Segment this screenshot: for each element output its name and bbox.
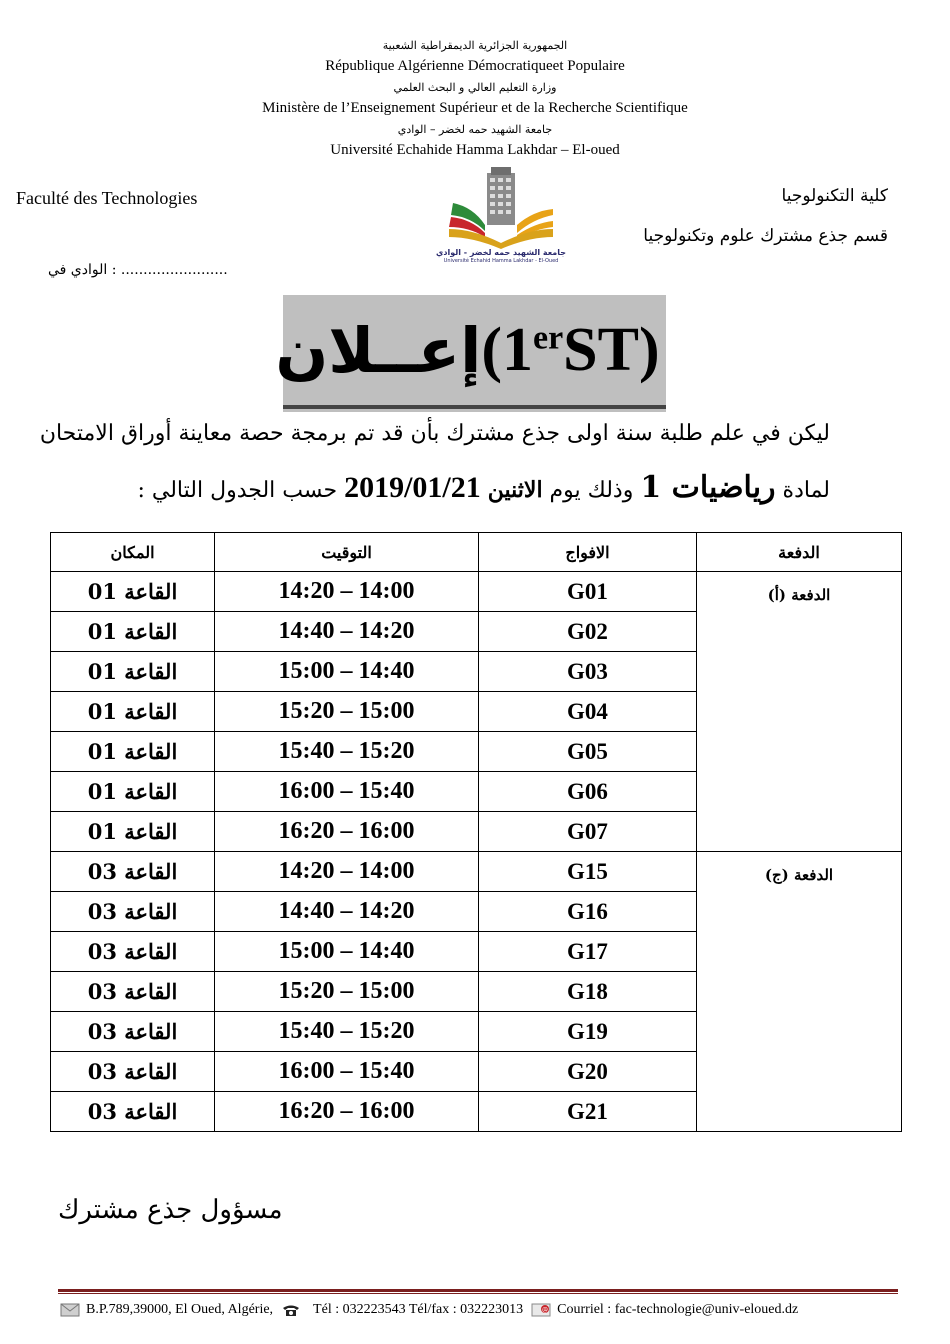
footer-divider — [58, 1289, 898, 1292]
time-cell: 15:20 – 15:00 — [215, 692, 479, 732]
exam-day: الاثنين — [487, 477, 543, 503]
ministry-ar: وزارة التعليم العالي و البحث العلمي — [393, 81, 557, 94]
room-cell: القاعة 03 — [51, 892, 215, 932]
header-place: المكان — [51, 533, 215, 572]
time-cell: 14:40 – 14:20 — [215, 612, 479, 652]
banner-underline — [283, 405, 666, 409]
time-cell: 15:00 – 14:40 — [215, 652, 479, 692]
group-cell: G15 — [479, 852, 697, 892]
department-ar: قسم جذع مشترك علوم وتكنولوجيا — [643, 226, 888, 246]
faculty-fr: Faculté des Technologies — [16, 188, 198, 208]
group-cell: G02 — [479, 612, 697, 652]
signature-title: مسؤول جذع مشترك — [58, 1195, 283, 1225]
group-cell: G17 — [479, 932, 697, 972]
exam-date: 2019/01/21 — [344, 471, 481, 504]
group-cell: G20 — [479, 1052, 697, 1092]
group-cell: G03 — [479, 652, 697, 692]
room-cell: القاعة 03 — [51, 1012, 215, 1052]
footer-address: B.P.789,39000, El Oued, Algérie, — [86, 1302, 274, 1317]
group-cell: G04 — [479, 692, 697, 732]
room-cell: القاعة 03 — [51, 972, 215, 1012]
time-cell: 16:00 – 15:40 — [215, 1052, 479, 1092]
group-cell: G16 — [479, 892, 697, 932]
time-cell: 15:00 – 14:40 — [215, 932, 479, 972]
table-row — [51, 852, 902, 892]
phone-icon — [281, 1303, 301, 1317]
time-cell: 15:40 – 15:20 — [215, 1012, 479, 1052]
group-cell: G21 — [479, 1092, 697, 1132]
table-row — [51, 572, 902, 612]
republic-ar: الجمهورية الجزائرية الديمقراطية الشعبية — [382, 39, 568, 52]
footer-email: Courriel : fac-technologie@univ-eloued.dz — [557, 1302, 799, 1317]
footer-divider-thin — [58, 1293, 898, 1294]
university-ar: جامعة الشهيد حمه لخضر – الوادي — [397, 123, 553, 136]
time-cell: 14:40 – 14:20 — [215, 892, 479, 932]
place-date-line: الوادي في : ........................ — [48, 262, 228, 278]
room-cell: القاعة 01 — [51, 652, 215, 692]
time-cell: 16:20 – 16:00 — [215, 1092, 479, 1132]
time-cell: 15:20 – 15:00 — [215, 972, 479, 1012]
republic-fr: République Algérienne Démocratiqueet Populaire — [325, 58, 625, 74]
level-label: (1erST) — [481, 315, 660, 384]
faculty-ar: كلية التكنولوجيا — [781, 186, 888, 206]
group-cell: G06 — [479, 772, 697, 812]
university-logo — [436, 163, 566, 264]
room-cell: القاعة 03 — [51, 932, 215, 972]
announcement-title-ar: إعــلان — [275, 313, 482, 387]
schedule-table — [50, 532, 902, 1132]
room-cell: القاعة 01 — [51, 772, 215, 812]
time-cell: 14:20 – 14:00 — [215, 852, 479, 892]
header-groups: الافواج — [479, 533, 697, 572]
header-time: التوقيت — [215, 533, 479, 572]
room-cell: القاعة 01 — [51, 612, 215, 652]
batch-cell: الدفعة (أ) — [697, 572, 902, 852]
group-cell: G07 — [479, 812, 697, 852]
time-cell: 16:20 – 16:00 — [215, 812, 479, 852]
room-cell: القاعة 01 — [51, 812, 215, 852]
footer-phone: Tél : 032223543 Tél/fax : 032223013 — [313, 1302, 524, 1317]
time-cell: 16:00 – 15:40 — [215, 772, 479, 812]
time-cell: 15:40 – 15:20 — [215, 732, 479, 772]
ministry-fr: Ministère de l’Enseignement Supérieur et de la Recherche Scientifique — [262, 100, 688, 116]
group-cell: G19 — [479, 1012, 697, 1052]
logo-caption-fr: Université Echahid Hamma Lakhdar - El-Oued — [443, 258, 559, 264]
table-header-row — [51, 533, 902, 572]
logo-caption-ar: جامعة الشهيد حمه لخضر - الوادي — [436, 248, 566, 257]
batch-cell: الدفعة (ج) — [697, 852, 902, 1132]
room-cell: القاعة 01 — [51, 732, 215, 772]
subject-name: رياضيات 1 — [640, 470, 776, 505]
room-cell: القاعة 03 — [51, 1092, 215, 1132]
footer — [60, 1302, 900, 1318]
group-cell: G05 — [479, 732, 697, 772]
group-cell: G01 — [479, 572, 697, 612]
announcement-text-line1: ليكن في علم طلبة سنة اولى جذع مشترك بأن قد تم برمجة حصة معاينة أوراق الامتحان — [39, 421, 830, 446]
room-cell: القاعة 03 — [51, 852, 215, 892]
mail-icon — [60, 1303, 80, 1317]
header-batch: الدفعة — [697, 533, 902, 572]
svg-text:@: @ — [542, 1306, 549, 1314]
room-cell: القاعة 01 — [51, 692, 215, 732]
time-cell: 14:20 – 14:00 — [215, 572, 479, 612]
room-cell: القاعة 03 — [51, 1052, 215, 1092]
announcement-title — [275, 295, 666, 405]
announcement-text-line2: لمادة رياضيات 1 وذلك يوم الاثنين 2019/01/21 حسب الجدول التالي : — [137, 470, 830, 505]
group-cell: G18 — [479, 972, 697, 1012]
room-cell: القاعة 01 — [51, 572, 215, 612]
email-icon — [531, 1303, 551, 1317]
university-fr: Université Echahide Hamma Lakhdar – El-oued — [330, 142, 620, 158]
